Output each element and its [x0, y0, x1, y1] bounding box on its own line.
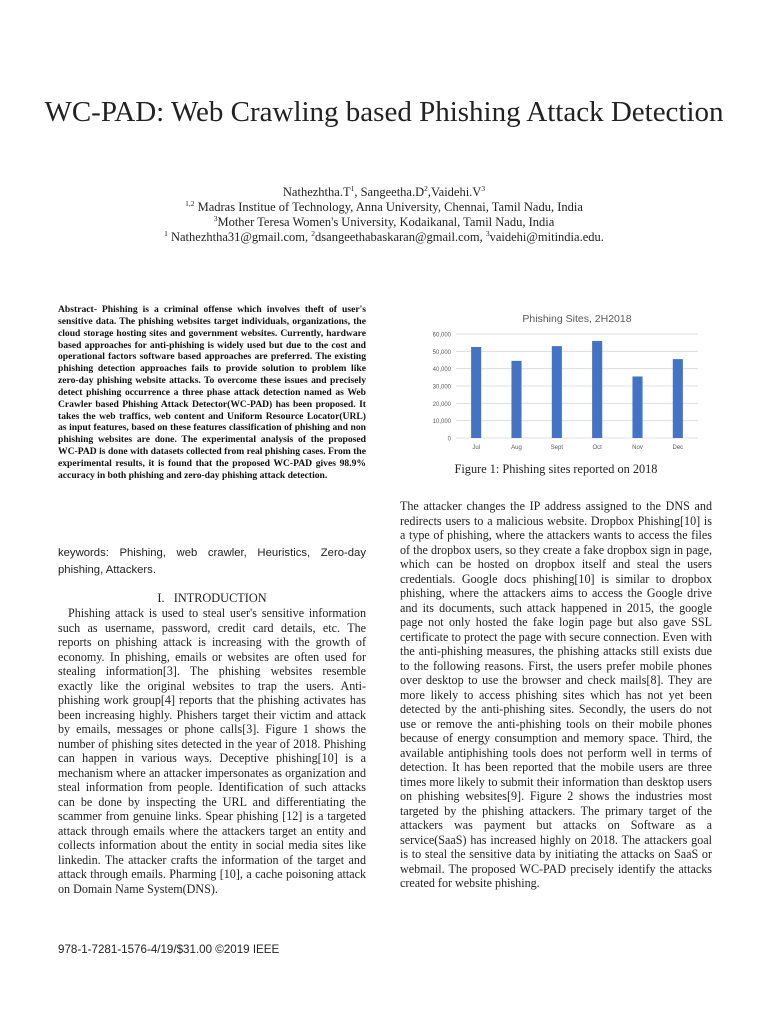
bar — [471, 347, 481, 438]
author-name: Sangeetha.D — [360, 185, 425, 199]
y-tick-label: 30,000 — [432, 384, 451, 391]
section-heading: I. INTRODUCTION — [157, 591, 267, 605]
author-name: Vaidehi.V — [431, 185, 482, 199]
bar — [632, 376, 642, 438]
author-emails: $^1$ Nathezhtha31@gmail.com, $^2$dsangeethabaskaran@gmail.com, $^3$vaidehi@mitindia.edu. — [164, 228, 604, 244]
author-block — [0, 185, 768, 245]
x-tick-label: Nov — [632, 445, 643, 451]
y-tick-label: 20,000 — [432, 401, 451, 408]
author-names: $Nathezhtha.T^1$, $Sangeetha.D^2,Vaidehi.V^3$ — [282, 183, 486, 199]
author-name: Nathezhtha.T — [282, 185, 351, 199]
y-tick-label: 40,000 — [432, 367, 451, 374]
x-tick-label: Dec — [672, 445, 684, 451]
bar — [552, 346, 562, 438]
affiliation-2: $^3$Mother Teresa Women's University, Kodaikanal, Tamil Nadu, India — [213, 213, 555, 229]
abstract: Abstract- Phishing is a criminal offense which involves theft of user's sensitive data. The phishing websites target individuals, organizations, the cloud storage hosting sites and government websites. Currently, hardware based approaches for anti-phishing is widely used but due to the cost and operational factors software based approaches are preferred. The existing phishing detection approaches fails to provide solution to problem like zero-day phishing website attacks. To overcome these issues and precisely detect phishing occurrence a three phase attack detection named as Web Crawler based Phishing Attack Detector(WC-PAD) has been proposed. It takes the web traffics, web content and Uniform Resource Locator(URL) as input features, based on these features classification of phishing and non phishing websites are done. The experimental analysis of the proposed WC-PAD is done with datasets collected from real phishing cases. From the experimental results, it is found that the proposed WC-PAD gives 98.9% accuracy in both phishing and zero-day phishing attack detection. — [58, 304, 366, 481]
y-tick-label: 50,000 — [432, 349, 451, 356]
keywords: keywords: Phishing, web crawler, Heuristics, Zero-day phishing, Attackers. — [58, 547, 366, 576]
x-tick-label: Jul — [472, 445, 481, 451]
bar-chart — [416, 306, 706, 454]
x-tick-label: Aug — [511, 445, 522, 451]
chart-svg — [416, 306, 706, 454]
bar — [511, 361, 521, 438]
y-tick-label: 60,000 — [432, 332, 451, 339]
y-tick-label: 10,000 — [432, 419, 451, 426]
x-tick-label: Sept — [550, 445, 564, 451]
affiliation-1: $^{1,2}$ Madras Institue of Technology, Anna University, Chennai, Tamil Nadu, India — [185, 198, 583, 214]
y-tick-label: 0 — [447, 436, 451, 443]
bar — [592, 341, 602, 438]
intro-paragraph: Phishing attack is used to steal user's sensitive information such as username, password, credit card details, etc. The reports on phishing attack is increasing with the growth of economy. In phishing, emails or websites are often used for stealing information[3]. The phishing websites resemble exactly like the original websites to trap the users. Anti-phishing work group[4] reports that the phishing activates has been increasing highly. Phishers target their victim and attack by emails, messages or phone calls[3]. Figure 1 shows the number of phishing sites detected in the year of 2018. Phishing can happen in various ways. Deceptive phishing[10] is a mechanism where an attacker impersonates as organization and steal information from people. Identification of such attacks can be done by inspecting the URL and differentiating the scammer from genuine links. Spear phishing [12] is a targeted attack through emails where the attackers target an entity and collects information about the entity in social media sites like linkedin. The attacker crafts the information of the target and attack through emails. Pharming [10], a cache poisoning attack on Domain Name System(DNS). — [58, 606, 366, 896]
figure-caption: Figure 1: Phishing sites reported on 2018 — [454, 462, 658, 476]
x-tick-label: Oct — [592, 445, 602, 451]
right-column-text: The attacker changes the IP address assigned to the DNS and redirects users to a malicious website. Dropbox Phishing[10] is a type of phishing, where the attackers wants to access the files of the dropbox users, so they create a fake dropbox sign in page, which can be hosted on dropbox itself and steal the users credentials. Google docs phishing[10] is similar to dropbox phishing, where the attackers aims to access the Google drive and its documents, such attack happened in 2015, the google page not only hosted the fake login page but also gave SSL certificate to protect the page with secure connection. Even with the anti-phishing measures, the phishing attacks still exists due to the following reasons. First, the users prefer mobile phones over desktop to use the browser and check mails[8]. They are more likely to access phishing sites which has not yet been detected by the anti-phishing sites. Secondly, the users do not use or remove the anti-phishing tools on their mobile phones because of energy consumption and memory space. Third, the available antiphishing tools does not perform well in terms of detection. It has been reported that the mobile users are three times more likely to submit their information than desktop users on phishing websites[9]. Figure 2 shows the industries most targeted by the phishing attackers. The primary target of the attackers was payment but attacks on Software as a service(SaaS) has increased highly on 2018. The attackers goal is to steal the sensitive data by initiating the attacks on SaaS or webmail. The proposed WC-PAD precisely identify the attacks created for website phishing. — [400, 499, 712, 890]
paper-title: WC-PAD: Web Crawling based Phishing Attack Detection — [44, 96, 724, 128]
chart-title: Phishing Sites, 2H2018 — [522, 313, 632, 325]
bar — [673, 359, 683, 438]
copyright-footer: 978-1-7281-1576-4/19/$31.00 ©2019 IEEE — [58, 943, 280, 956]
